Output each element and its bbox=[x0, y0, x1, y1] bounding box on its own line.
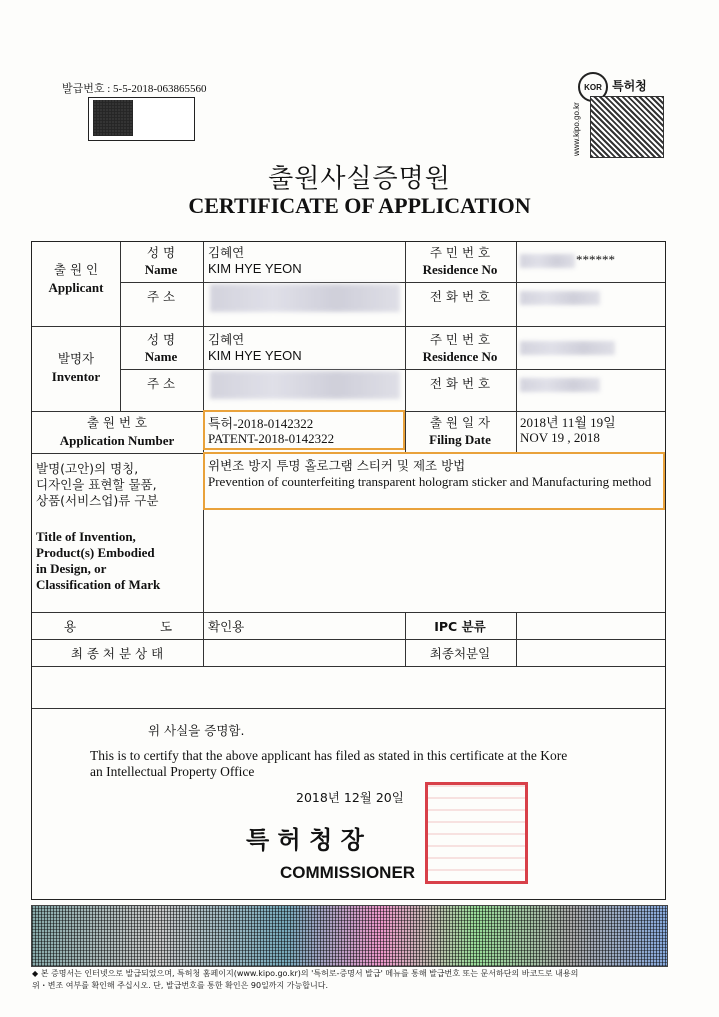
inventor-phone-redacted bbox=[520, 378, 600, 392]
inventor-address-label: 주 소 bbox=[146, 376, 176, 391]
applicant-phone-redacted bbox=[520, 291, 600, 305]
filing-date-label-en: Filing Date bbox=[429, 432, 491, 447]
ipc-label: IPC 분류 bbox=[434, 619, 486, 634]
certify-en-line1: This is to certify that the above applicant has filed as stated in this certificate at the Kore bbox=[90, 748, 568, 763]
inventor-address-redacted bbox=[210, 371, 400, 399]
phone-label: 전 화 번 호 bbox=[429, 289, 491, 304]
footer-notice bbox=[32, 968, 682, 992]
inventor-label-ko: 발명자 bbox=[57, 351, 95, 366]
certify-date: 2018년 12월 20일 bbox=[296, 790, 404, 805]
certify-en-line2: an Intellectual Property Office bbox=[90, 764, 255, 779]
inventor-phone-label: 전 화 번 호 bbox=[429, 376, 491, 391]
invention-title-en: Prevention of counterfeiting transparent hologram sticker and Manufacturing method bbox=[208, 474, 652, 489]
kipo-logo: KOR bbox=[578, 72, 608, 102]
final-date-label: 최종처분일 bbox=[429, 646, 491, 661]
inventor-name-en: KIM HYE YEON bbox=[208, 348, 302, 363]
commissioner-ko: 특 허 청 장 bbox=[246, 826, 364, 854]
filing-date-label-ko: 출 원 일 자 bbox=[429, 415, 491, 430]
inventor-name-ko: 김혜연 bbox=[208, 332, 245, 347]
filing-date-en: NOV 19 , 2018 bbox=[520, 430, 600, 445]
title-english: CERTIFICATE OF APPLICATION bbox=[188, 193, 531, 218]
inventor-residence-label-en: Residence No bbox=[422, 349, 498, 364]
invention-label-ko-2: 디자인을 표현할 물품, bbox=[36, 477, 157, 492]
invention-label-en-4: Classification of Mark bbox=[36, 577, 161, 592]
inventor-residence-label-ko: 주 민 번 호 bbox=[429, 332, 491, 347]
usage-label-right: 도 bbox=[160, 619, 173, 634]
official-seal bbox=[425, 782, 528, 884]
residence-label-ko: 주 민 번 호 bbox=[429, 245, 491, 260]
invention-label-ko-3: 상품(서비스업)류 구분 bbox=[36, 493, 159, 508]
residence-label-en: Residence No bbox=[422, 262, 498, 277]
certify-ko: 위 사실을 증명함. bbox=[148, 723, 245, 738]
applicant-name-en: KIM HYE YEON bbox=[208, 261, 302, 276]
invention-label-en-3: in Design, or bbox=[36, 561, 107, 576]
usage-value: 확인용 bbox=[208, 619, 245, 634]
inventor-name-label-ko: 성 명 bbox=[146, 332, 176, 347]
kipo-name: 특허청 bbox=[612, 79, 647, 93]
qr-code bbox=[590, 96, 664, 158]
application-number-en: PATENT-2018-0142322 bbox=[208, 431, 335, 446]
application-number-label-ko: 출 원 번 호 bbox=[86, 415, 148, 430]
application-number-ko: 특허-2018-0142322 bbox=[208, 416, 314, 431]
residence-number-redacted bbox=[520, 254, 575, 268]
invention-label-en-1: Title of Invention, bbox=[36, 529, 136, 544]
kipo-url: www.kipo.go.kr bbox=[572, 102, 581, 156]
issue-number: 발급번호 : 5-5-2018-063865560 bbox=[62, 83, 207, 95]
applicant-label-ko: 출 원 인 bbox=[53, 262, 99, 277]
applicant-name-ko: 김혜연 bbox=[208, 245, 245, 260]
application-number-label-en: Application Number bbox=[59, 433, 175, 448]
applicant-label-en: Applicant bbox=[48, 280, 104, 295]
hologram-strip bbox=[31, 905, 668, 967]
inventor-label-en: Inventor bbox=[51, 369, 101, 384]
residence-suffix: ****** bbox=[576, 252, 615, 267]
usage-label-left: 용 bbox=[64, 619, 77, 634]
inventor-residence-redacted bbox=[520, 341, 615, 355]
barcode-pattern bbox=[93, 100, 133, 136]
address-label: 주 소 bbox=[146, 289, 176, 304]
filing-date-ko: 2018년 11월 19일 bbox=[520, 415, 616, 430]
footer-line-1: ◆ 본 증명서는 인터넷으로 발급되었으며, 특허청 홈페이지(www.kipo.go.kr)의 '특허로-증명서 발급' 메뉴를 통해 발급번호 또는 문서하단의 바코드로 내용의 bbox=[32, 969, 579, 978]
applicant-address-redacted bbox=[210, 284, 400, 312]
invention-label-ko-1: 발명(고안)의 명칭, bbox=[36, 461, 139, 476]
commissioner-en: COMMISSIONER bbox=[280, 863, 416, 882]
footer-line-2: 위・변조 여부를 확인해 주십시오. 단, 발급번호를 통한 확인은 90일까지 가능합니다. bbox=[32, 981, 328, 990]
name-label-ko: 성 명 bbox=[146, 245, 176, 260]
name-label-en: Name bbox=[144, 262, 178, 277]
invention-title-ko: 위변조 방지 투명 홀로그램 스티커 및 제조 방법 bbox=[208, 458, 466, 473]
title-korean: 출원사실증명원 bbox=[268, 164, 451, 194]
invention-label-en-2: Product(s) Embodied bbox=[36, 545, 155, 560]
barcode bbox=[88, 97, 195, 141]
inventor-name-label-en: Name bbox=[144, 349, 178, 364]
final-status-label: 최 종 처 분 상 태 bbox=[70, 646, 164, 661]
